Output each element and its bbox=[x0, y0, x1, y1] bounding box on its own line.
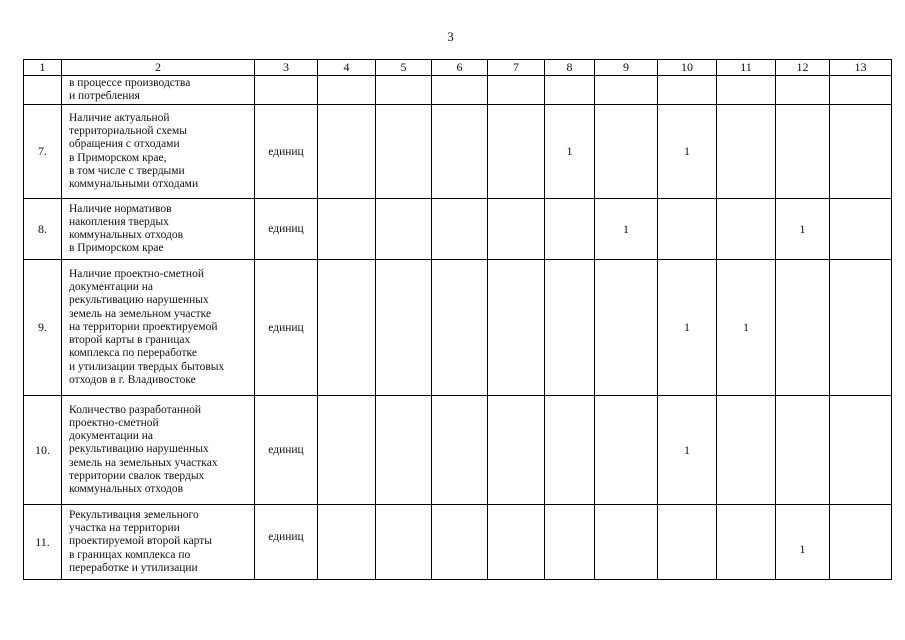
value-cell bbox=[488, 76, 545, 105]
row-number bbox=[24, 76, 62, 105]
value-cell bbox=[658, 505, 717, 580]
value-cell: 1 bbox=[658, 105, 717, 199]
value-cell bbox=[432, 76, 488, 105]
value-cell bbox=[545, 260, 595, 396]
value-cell bbox=[717, 396, 776, 505]
indicator-name-line: Наличие проектно-сметной bbox=[69, 268, 204, 281]
indicator-name-line: отходов в г. Владивостоке bbox=[69, 373, 196, 386]
indicator-name-line: рекультивацию нарушенных bbox=[69, 443, 209, 456]
value-cell: 1 bbox=[658, 260, 717, 396]
indicator-name-line: коммунальных отходов bbox=[69, 229, 184, 241]
value-cell bbox=[376, 396, 432, 505]
value-cell bbox=[432, 260, 488, 396]
indicator-name-line: документации на bbox=[69, 430, 154, 443]
header-row bbox=[24, 60, 892, 76]
value-cell bbox=[830, 199, 892, 260]
table-row bbox=[24, 199, 892, 260]
table-row bbox=[24, 396, 892, 505]
indicators-table bbox=[23, 59, 892, 580]
indicator-name-line: Количество разработанной bbox=[69, 403, 202, 416]
value-cell bbox=[595, 505, 658, 580]
value-cell bbox=[318, 396, 376, 505]
value-cell: 1 bbox=[717, 260, 776, 396]
indicator-name-line: коммунальными отходами bbox=[69, 177, 199, 190]
value-cell bbox=[488, 105, 545, 199]
header-cell: 4 bbox=[318, 60, 376, 76]
header-cell: 9 bbox=[595, 60, 658, 76]
value-cell bbox=[717, 105, 776, 199]
indicator-name-line: коммунальных отходов bbox=[69, 483, 184, 495]
header-cell: 6 bbox=[432, 60, 488, 76]
value-cell: 1 bbox=[545, 105, 595, 199]
value-cell bbox=[545, 505, 595, 580]
table-row bbox=[24, 105, 892, 199]
table-row bbox=[24, 260, 892, 396]
indicator-name-line: участка на территории bbox=[69, 522, 180, 535]
value-cell bbox=[545, 396, 595, 505]
value-cell bbox=[432, 505, 488, 580]
value-cell: 1 bbox=[776, 505, 830, 580]
unit-cell: единиц bbox=[255, 260, 318, 396]
indicator-name bbox=[62, 505, 255, 580]
indicator-name-line: комплекса по переработке bbox=[69, 347, 197, 360]
indicator-name-line: рекультивацию нарушенных bbox=[69, 294, 209, 307]
indicator-name-line: проектируемой второй карты bbox=[69, 535, 213, 548]
table-row bbox=[24, 76, 892, 105]
value-cell bbox=[776, 260, 830, 396]
header-cell: 10 bbox=[658, 60, 717, 76]
header-cell: 12 bbox=[776, 60, 830, 76]
value-cell bbox=[830, 105, 892, 199]
value-cell bbox=[717, 505, 776, 580]
indicator-name-line: Наличие актуальной bbox=[69, 111, 170, 124]
header-cell: 1 bbox=[24, 60, 62, 76]
value-cell bbox=[717, 199, 776, 260]
value-cell bbox=[658, 199, 717, 260]
header-cell: 11 bbox=[717, 60, 776, 76]
value-cell bbox=[376, 260, 432, 396]
indicator-name bbox=[62, 396, 255, 505]
value-cell bbox=[595, 76, 658, 105]
unit-cell: единиц bbox=[255, 396, 318, 505]
indicator-name-line: территориальной схемы bbox=[69, 125, 187, 138]
value-cell bbox=[318, 105, 376, 199]
value-cell: 1 bbox=[658, 396, 717, 505]
value-cell bbox=[376, 105, 432, 199]
row-number: 7. bbox=[24, 105, 62, 199]
indicator-name-line: Наличие нормативов bbox=[69, 202, 172, 215]
indicator-name bbox=[62, 199, 255, 260]
value-cell bbox=[595, 396, 658, 505]
value-cell bbox=[776, 105, 830, 199]
indicator-name bbox=[62, 260, 255, 396]
value-cell bbox=[432, 396, 488, 505]
value-cell bbox=[776, 76, 830, 105]
value-cell bbox=[545, 76, 595, 105]
value-cell: 1 bbox=[776, 199, 830, 260]
value-cell bbox=[776, 396, 830, 505]
indicator-name-line: второй карты в границах bbox=[69, 334, 191, 347]
value-cell bbox=[318, 199, 376, 260]
value-cell bbox=[830, 76, 892, 105]
header-cell: 3 bbox=[255, 60, 318, 76]
indicator-name-line: документации на bbox=[69, 281, 154, 294]
value-cell bbox=[830, 505, 892, 580]
indicator-name-line: обращения с отходами bbox=[69, 138, 180, 151]
indicator-name-line: территории свалок твердых bbox=[69, 469, 205, 482]
indicator-name bbox=[62, 76, 255, 105]
value-cell bbox=[488, 505, 545, 580]
value-cell bbox=[830, 396, 892, 505]
indicator-name-line: и утилизации твердых бытовых bbox=[69, 360, 225, 373]
value-cell bbox=[658, 76, 717, 105]
value-cell bbox=[717, 76, 776, 105]
row-number: 8. bbox=[24, 199, 62, 260]
value-cell bbox=[595, 105, 658, 199]
value-cell bbox=[432, 199, 488, 260]
indicator-name-line: переработке и утилизации bbox=[69, 561, 198, 574]
table-row bbox=[24, 505, 892, 580]
value-cell bbox=[488, 260, 545, 396]
indicator-name-line: накопления твердых bbox=[69, 215, 169, 228]
value-cell bbox=[488, 396, 545, 505]
indicator-name-line: в процессе производства bbox=[69, 76, 191, 89]
value-cell bbox=[545, 199, 595, 260]
indicator-name-line: на территории проектируемой bbox=[69, 320, 218, 333]
header-cell: 7 bbox=[488, 60, 545, 76]
value-cell bbox=[318, 505, 376, 580]
value-cell bbox=[830, 260, 892, 396]
unit-cell: единиц bbox=[255, 505, 318, 580]
indicator-name-line: проектно-сметной bbox=[69, 416, 159, 429]
header-cell: 2 bbox=[62, 60, 255, 76]
value-cell: 1 bbox=[595, 199, 658, 260]
value-cell bbox=[318, 76, 376, 105]
indicator-name bbox=[62, 105, 255, 199]
unit-cell: единиц bbox=[255, 105, 318, 199]
row-number: 10. bbox=[24, 396, 62, 505]
unit-cell bbox=[255, 76, 318, 105]
indicator-name-line: земель на земельном участке bbox=[69, 307, 212, 320]
page-number: 3 bbox=[447, 29, 454, 44]
indicator-name-line: земель на земельных участках bbox=[69, 456, 218, 469]
indicator-name-line: в том числе с твердыми bbox=[69, 164, 185, 177]
header-cell: 13 bbox=[830, 60, 892, 76]
value-cell bbox=[376, 505, 432, 580]
value-cell bbox=[432, 105, 488, 199]
value-cell bbox=[488, 199, 545, 260]
indicator-name-line: в границах комплекса по bbox=[69, 548, 191, 561]
header-cell: 5 bbox=[376, 60, 432, 76]
indicator-name-line: и потребления bbox=[69, 90, 140, 102]
value-cell bbox=[376, 76, 432, 105]
value-cell bbox=[376, 199, 432, 260]
value-cell bbox=[595, 260, 658, 396]
row-number: 9. bbox=[24, 260, 62, 396]
row-number: 11. bbox=[24, 505, 62, 580]
indicator-name-line: в Приморском крае, bbox=[69, 151, 167, 164]
value-cell bbox=[318, 260, 376, 396]
indicator-name-line: Рекультивация земельного bbox=[69, 508, 199, 521]
unit-cell: единиц bbox=[255, 199, 318, 260]
indicator-name-line: в Приморском крае bbox=[69, 242, 164, 255]
header-cell: 8 bbox=[545, 60, 595, 76]
